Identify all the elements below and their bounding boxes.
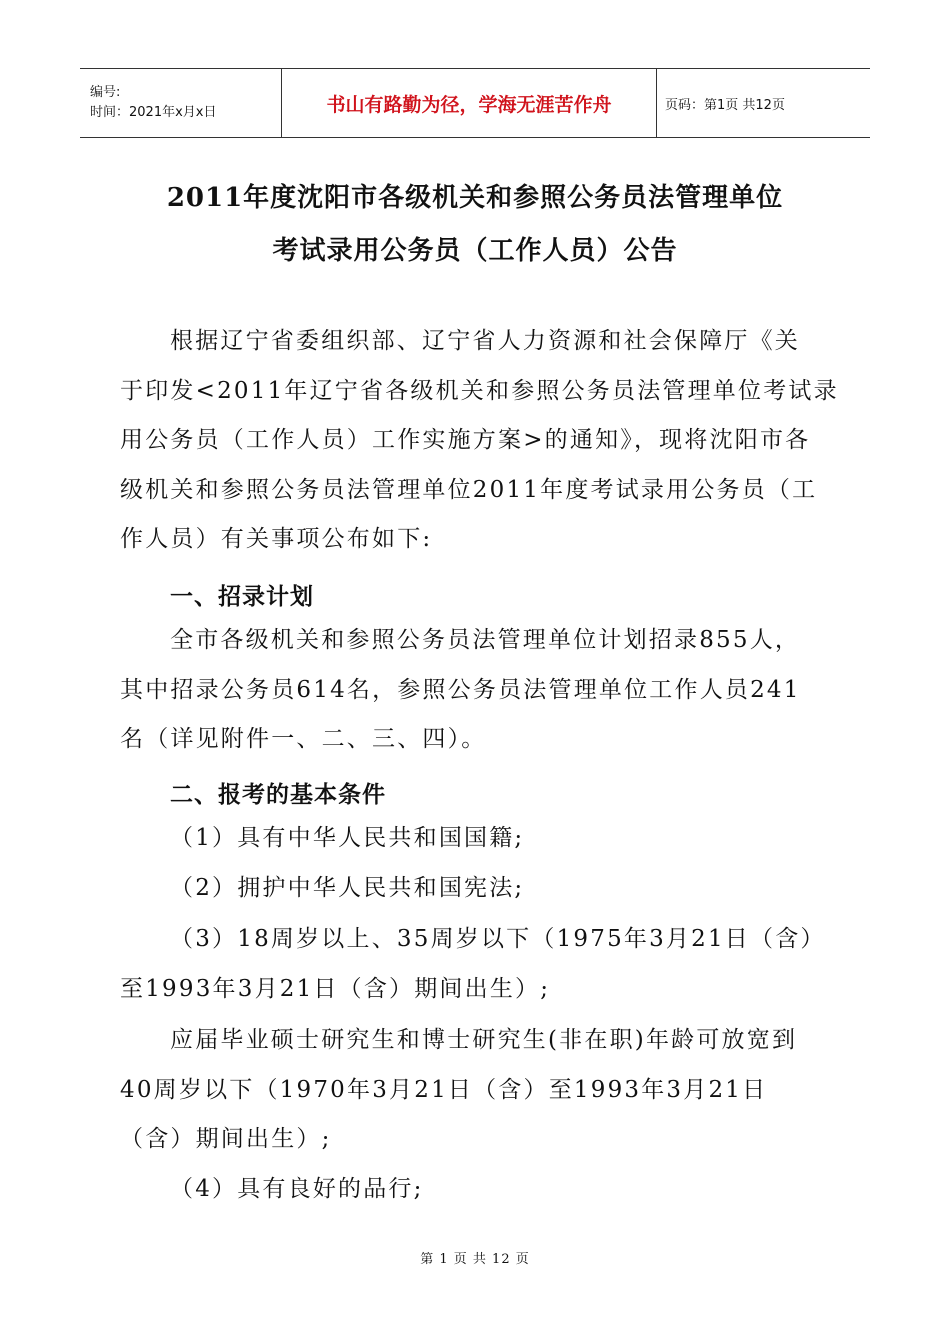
item1 <box>120 814 832 864</box>
item3-line: （3）18周岁以上、35周岁以下（1975年3月21日（含） <box>170 926 826 952</box>
section1-line: 名（详见附件一、二、三、四）。 <box>120 726 487 752</box>
note-line: 40周岁以下（1970年3月21日（含）至1993年3月21日 <box>120 1076 768 1103</box>
intro-line: 用公务员（工作人员）工作实施方案>的通知》，现将沈阳市各 <box>120 427 811 453</box>
section1-line: 其中招录公务员614名，参照公务员法管理单位工作人员241 <box>120 676 801 703</box>
section2-heading: 二、报考的基本条件 <box>170 782 386 808</box>
note-line: 应届毕业硕士研究生和博士研究生(非在职)年龄可放宽到 <box>170 1027 798 1053</box>
header-page-cell <box>657 69 870 137</box>
intro-line: 于印发<2011年辽宁省各级机关和参照公务员法管理单位考试录 <box>120 377 839 404</box>
intro-paragraph <box>120 317 839 565</box>
item2-text: （2）拥护中华人民共和国宪法; <box>170 875 525 901</box>
header-meta-cell <box>80 69 282 137</box>
intro-line: 级机关和参照公务员法管理单位2011年度考试录用公务员（工 <box>120 476 818 503</box>
header-motto-cell <box>282 69 657 137</box>
page-footer: 第 1 页 共 12 页 <box>420 1252 530 1267</box>
intro-line: 根据辽宁省委组织部、辽宁省人力资源和社会保障厅《关 <box>170 328 800 354</box>
item4-text: （4）具有良好的品行; <box>170 1176 424 1202</box>
time-label: 时间：2021年x月x日 <box>90 105 217 120</box>
item3-line: 至1993年3月21日（含）期间出生）; <box>120 975 551 1002</box>
document-title-line2: 考试录用公务员（工作人员）公告 <box>272 236 678 266</box>
section1-heading: 一、招录计划 <box>170 584 314 610</box>
age-note <box>120 1016 832 1165</box>
document-title-line1: 2011年度沈阳市各级机关和参照公务员法管理单位 <box>166 183 784 213</box>
item2 <box>120 864 832 914</box>
item4 <box>120 1165 832 1215</box>
number-label: 编号: <box>90 85 121 100</box>
header-table <box>80 68 870 138</box>
item3 <box>120 915 832 1014</box>
section1-paragraph <box>120 616 832 765</box>
motto: 书山有路勤为径，学海无涯苦作舟 <box>326 93 612 116</box>
section1-line: 全市各级机关和参照公务员法管理单位计划招录855人， <box>170 627 801 653</box>
note-line: （含）期间出生）; <box>120 1126 332 1152</box>
intro-line: 作人员）有关事项公布如下: <box>120 526 433 552</box>
item1-text: （1）具有中华人民共和国国籍; <box>170 825 525 851</box>
page-info: 页码：第1页 共12页 <box>665 97 785 113</box>
